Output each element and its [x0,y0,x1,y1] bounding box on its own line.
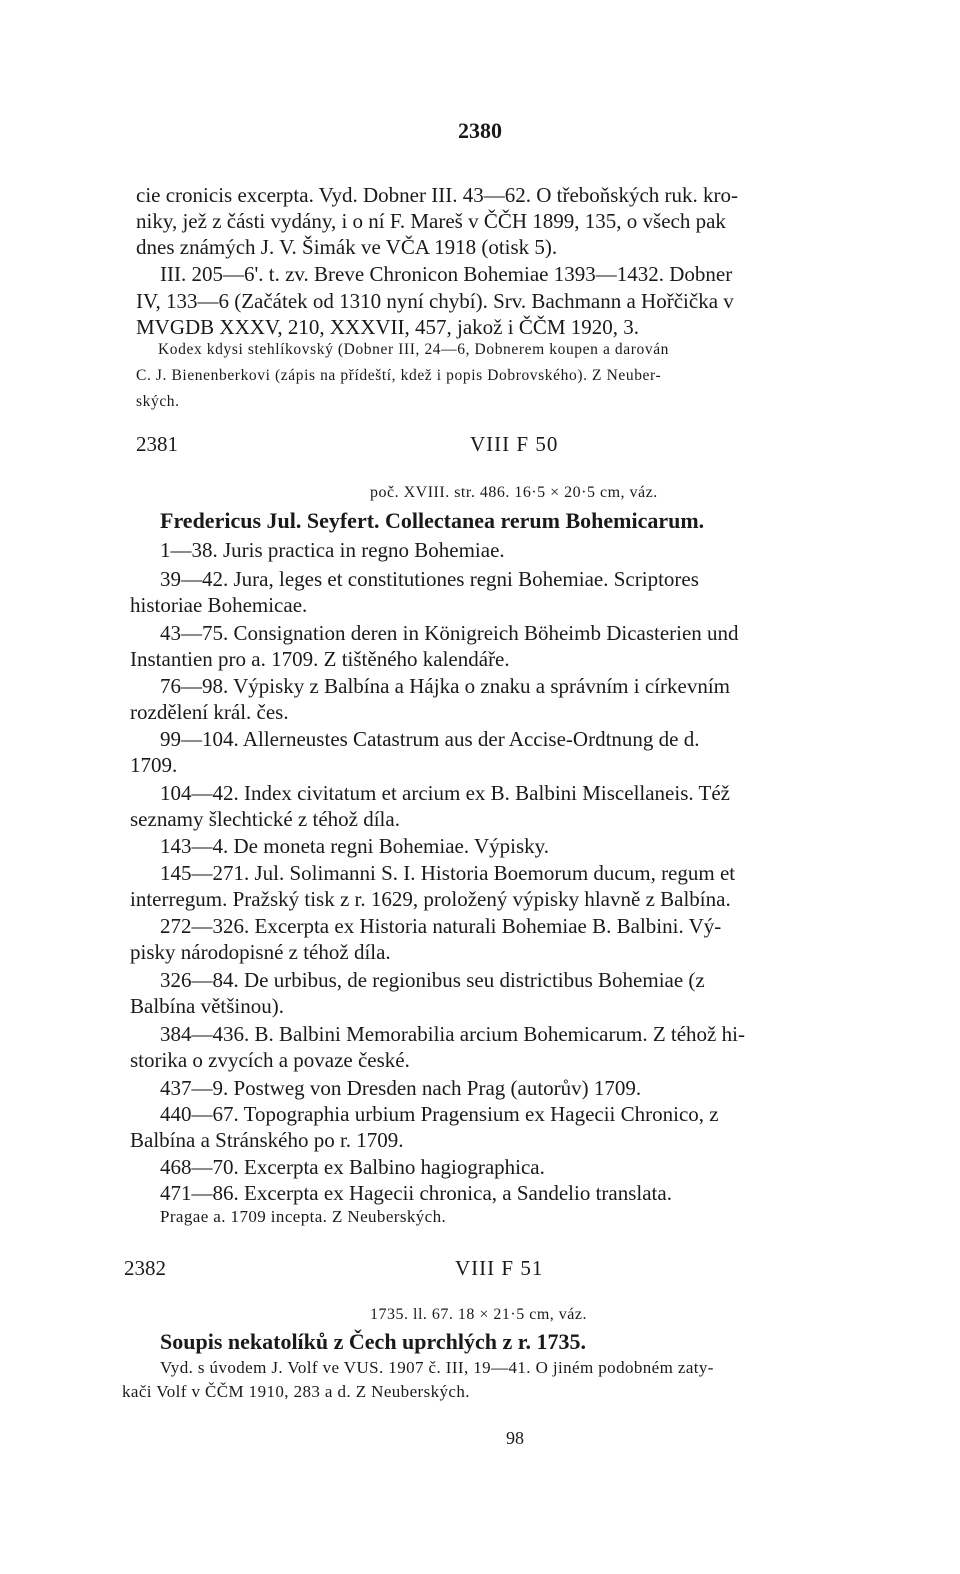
text-line: MVGDB XXXV, 210, XXXVII, 457, jakož i ČČM 1920, 3. [136,315,640,339]
text-line: IV, 133—6 (Začátek od 1310 nyní chybí). Srv. Bachmann a Hořčička v [136,289,734,313]
entry-line: storika o zvycích a povaze české. [130,1048,410,1072]
entry-line: 468—70. Excerpta ex Balbino hagiographica. [160,1155,545,1179]
entry-line: 440—67. Topographia urbium Pragensium ex Hagecii Chronico, z [160,1102,719,1126]
entry-line: Instantien pro a. 1709. Z tištěného kalendáře. [130,647,510,671]
entry-line: Balbína a Stránského po r. 1709. [130,1128,404,1152]
entry-meta: 1735. ll. 67. 18 × 21·5 cm, váz. [370,1306,587,1323]
entry-meta: poč. XVIII. str. 486. 16·5 × 20·5 cm, váz. [370,484,658,501]
entry-title: Soupis nekatolíků z Čech uprchlých z r. 1735. [160,1329,587,1354]
shelfmark: VIII F 51 [455,1256,544,1280]
entry-line: 437—9. Postweg von Dresden nach Prag (autorův) 1709. [160,1076,642,1100]
entry-line: 326—84. De urbibus, de regionibus seu districtibus Bohemiae (z [160,968,705,992]
entry-line: seznamy šlechtické z téhož díla. [130,807,400,831]
shelfmark: VIII F 50 [470,432,559,456]
small-text-line: C. J. Bienenberkovi (zápis na přídeští, kdež i popis Dobrovského). Z Neuber- [136,367,662,384]
entry-line: 272—326. Excerpta ex Historia naturali Bohemiae B. Balbini. Vý- [160,914,722,938]
entry-note: Pragae a. 1709 incepta. Z Neuberských. [160,1207,447,1226]
text-line: dnes známých J. V. Šimák ve VČA 1918 (otisk 5). [136,235,558,259]
entry-line: historiae Bohemicae. [130,593,308,617]
entry-line: 104—42. Index civitatum et arcium ex B. Balbini Miscellaneis. Též [160,781,730,805]
entry-line: 76—98. Výpisky z Balbína a Hájka o znaku a správním i církevním [160,674,730,698]
entry-line: 43—75. Consignation deren in Königreich Böheimb Dicasterien und [160,621,739,645]
small-text-line: ských. [136,393,180,410]
entry-line: 145—271. Jul. Solimanni S. I. Historia Boemorum ducum, regum et [160,861,736,885]
entry-line: kači Volf v ČČM 1910, 283 a d. Z Neuberských. [122,1382,470,1401]
entry-title: Fredericus Jul. Seyfert. Collectanea rerum Bohemicarum. [160,508,705,533]
footer-page-number: 98 [506,1428,524,1448]
entry-line: rozdělení král. čes. [130,700,289,724]
entry-line: 143—4. De moneta regni Bohemiae. Výpisky. [160,834,550,858]
entry-line: Balbína většinou). [130,994,284,1018]
entry-line: interregum. Pražský tisk z r. 1629, proložený výpisky hlavně z Balbína. [130,887,731,911]
text-line: niky, jež z části vydány, i o ní F. Mareš v ČČH 1899, 135, o všech pak [136,209,726,233]
entry-line: 1709. [130,753,178,777]
text-line: III. 205—6'. t. zv. Breve Chronicon Bohemiae 1393—1432. Dobner [160,262,733,286]
entry-line: 1—38. Juris practica in regno Bohemiae. [160,538,505,562]
page-number: 2380 [458,118,502,143]
entry-line: 384—436. B. Balbini Memorabilia arcium Bohemicarum. Z téhož hi- [160,1022,745,1046]
entry-line: pisky národopisné z téhož díla. [130,940,391,964]
text-line: cie cronicis excerpta. Vyd. Dobner III. 43—62. O třeboňských ruk. kro- [136,183,739,207]
entry-line: 471—86. Excerpta ex Hagecii chronica, a Sandelio translata. [160,1181,672,1205]
small-text-line: Kodex kdysi stehlíkovský (Dobner III, 24—6, Dobnerem koupen a darován [158,341,670,358]
entry-line: 39—42. Jura, leges et constitutiones regni Bohemiae. Scriptores [160,567,699,591]
entry-number: 2381 [136,432,178,456]
entry-line: Vyd. s úvodem J. Volf ve VUS. 1907 č. III, 19—41. O jiném podobném zaty- [160,1358,714,1377]
entry-number: 2382 [124,1256,166,1280]
entry-line: 99—104. Allerneustes Catastrum aus der Accise-Ordtnung de d. [160,727,700,751]
